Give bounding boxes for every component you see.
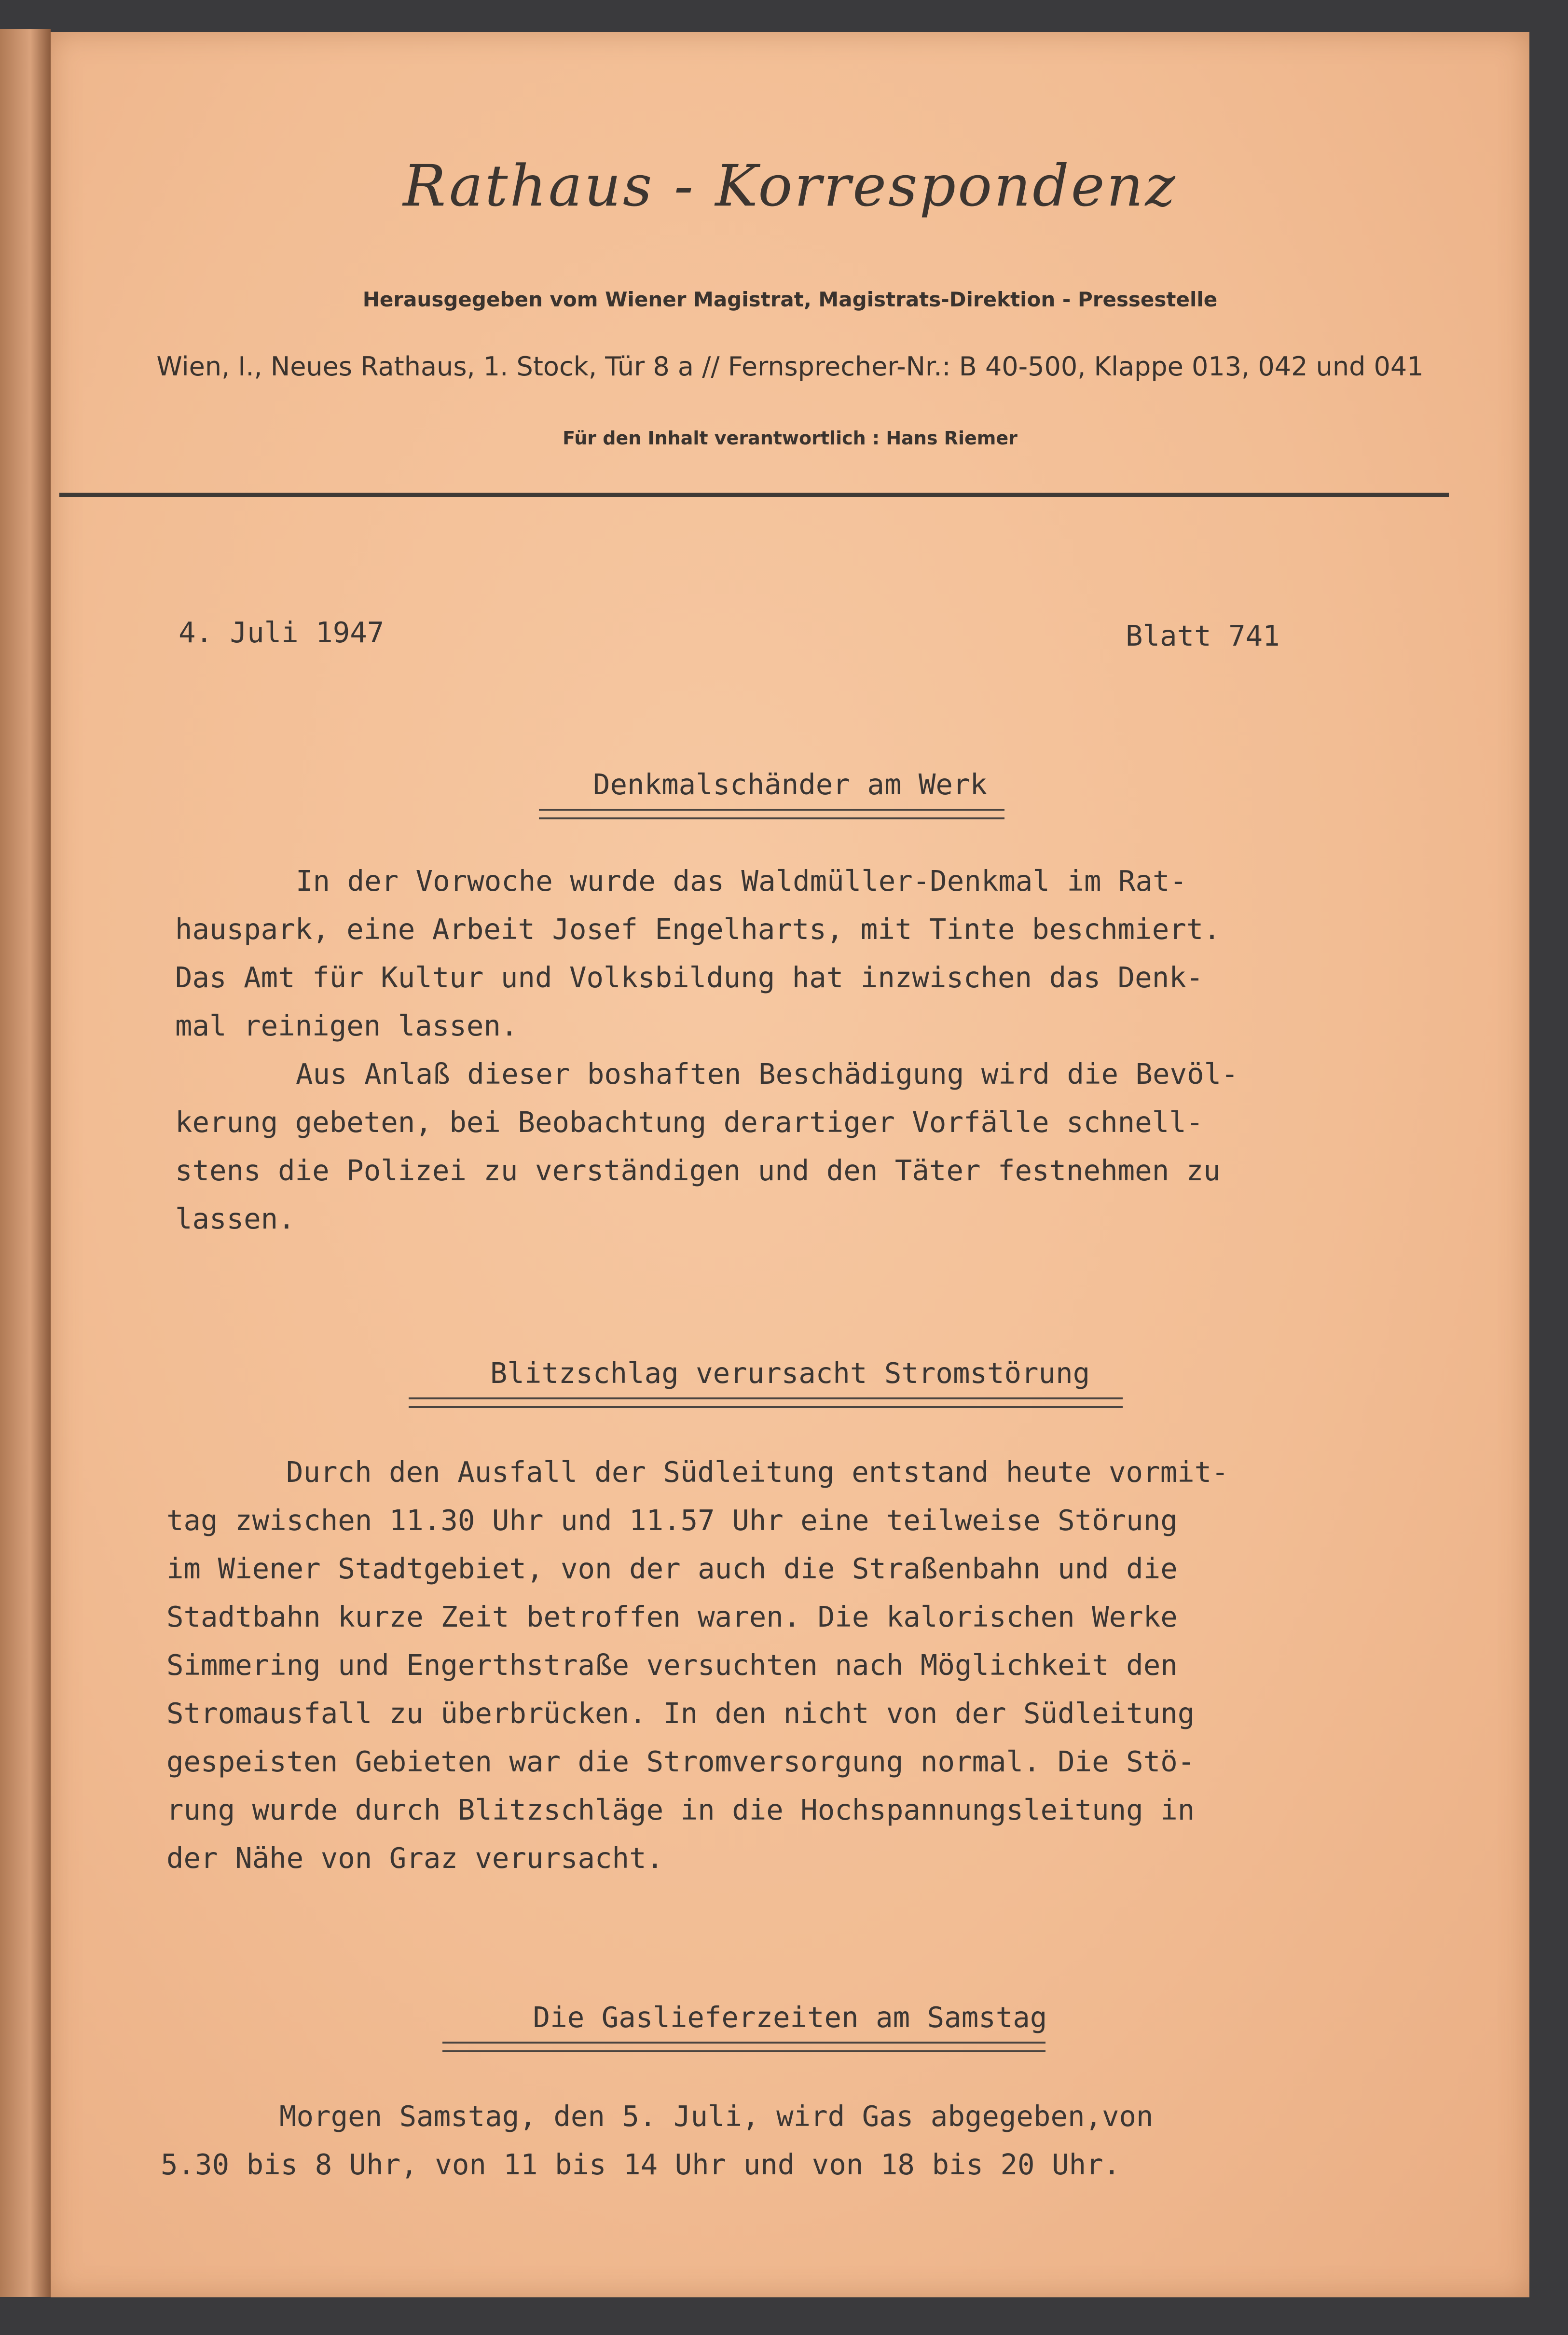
text-line: rung wurde durch Blitzschläge in die Hochspannungsleitung in (166, 1793, 1195, 1826)
text-line: tag zwischen 11.30 Uhr und 11.57 Uhr eine teilweise Störung (166, 1504, 1178, 1537)
text-line: In der Vorwoche wurde das Waldmüller-Denkmal im Rat- (296, 864, 1187, 898)
article-2-heading: Blitzschlag verursacht Stromstörung (490, 1356, 1090, 1390)
issue-date: 4. Juli 1947 (179, 616, 385, 649)
text-line: der Nähe von Graz verursacht. (166, 1841, 664, 1875)
text-line: Durch den Ausfall der Südleitung entstand heute vormit- (286, 1455, 1229, 1489)
masthead-address: Wien, I., Neues Rathaus, 1. Stock, Tür 8 a // Fernsprecher-Nr.: B 40-500, Klappe 013, 042 und 041 (156, 351, 1424, 382)
text-line: Morgen Samstag, den 5. Juli, wird Gas abgegeben,von (279, 2100, 1154, 2133)
text-line: hauspark, eine Arbeit Josef Engelharts, mit Tinte beschmiert. (175, 912, 1221, 946)
masthead-title: Rathaus - Korrespondenz (403, 152, 1177, 219)
sheet-number: Blatt 741 (1126, 619, 1280, 652)
article-1-heading-underline (539, 809, 1004, 819)
article-1-heading: Denkmalschänder am Werk (593, 768, 987, 801)
article-1-paragraph-1 (296, 864, 1187, 915)
article-2-paragraph-1-cont (166, 1506, 1195, 1892)
article-3-heading: Die Gaslieferzeiten am Samstag (533, 2001, 1047, 2034)
text-line: lassen. (175, 1202, 295, 1235)
masthead-publisher: Herausgegeben vom Wiener Magistrat, Magistrats-Direktion - Pressestelle (362, 288, 1218, 311)
text-line: Simmering und Engerthstraße versuchten nach Möglichkeit den (166, 1648, 1178, 1682)
text-line: gespeisten Gebieten war die Stromversorgung normal. Die Stö- (166, 1745, 1195, 1778)
article-1-paragraph-1-cont (175, 912, 1221, 1060)
masthead-rule (59, 493, 1449, 497)
text-line: im Wiener Stadtgebiet, von der auch die Straßenbahn und die (166, 1552, 1178, 1585)
article-2-paragraph-1 (286, 1455, 1229, 1506)
text-line: Das Amt für Kultur und Volksbildung hat inzwischen das Denk- (175, 961, 1204, 994)
document-page (51, 32, 1529, 2297)
article-2-heading-underline (409, 1397, 1123, 1408)
book-binding-edge (0, 29, 51, 2297)
text-line: Stromausfall zu überbrücken. In den nicht von der Südleitung (166, 1697, 1195, 1730)
text-line: stens die Polizei zu verständigen und den Täter festnehmen zu (175, 1154, 1221, 1187)
article-1-paragraph-2 (296, 1057, 1238, 1108)
text-line: Aus Anlaß dieser boshaften Beschädigung wird die Bevöl- (296, 1057, 1238, 1091)
article-1-paragraph-2-cont (175, 1105, 1221, 1253)
text-line: kerung gebeten, bei Beobachtung derartiger Vorfälle schnell- (175, 1105, 1204, 1139)
text-line: mal reinigen lassen. (175, 1009, 518, 1042)
article-3-paragraph-1 (279, 2102, 1154, 2150)
masthead-responsible: Für den Inhalt verantwortlich : Hans Riemer (563, 428, 1018, 449)
article-3-heading-underline (442, 2042, 1045, 2052)
article-3-paragraph-1-cont (161, 2150, 1120, 2198)
text-line: Stadtbahn kurze Zeit betroffen waren. Die kalorischen Werke (166, 1600, 1178, 1633)
text-line: 5.30 bis 8 Uhr, von 11 bis 14 Uhr und von 18 bis 20 Uhr. (161, 2148, 1121, 2181)
